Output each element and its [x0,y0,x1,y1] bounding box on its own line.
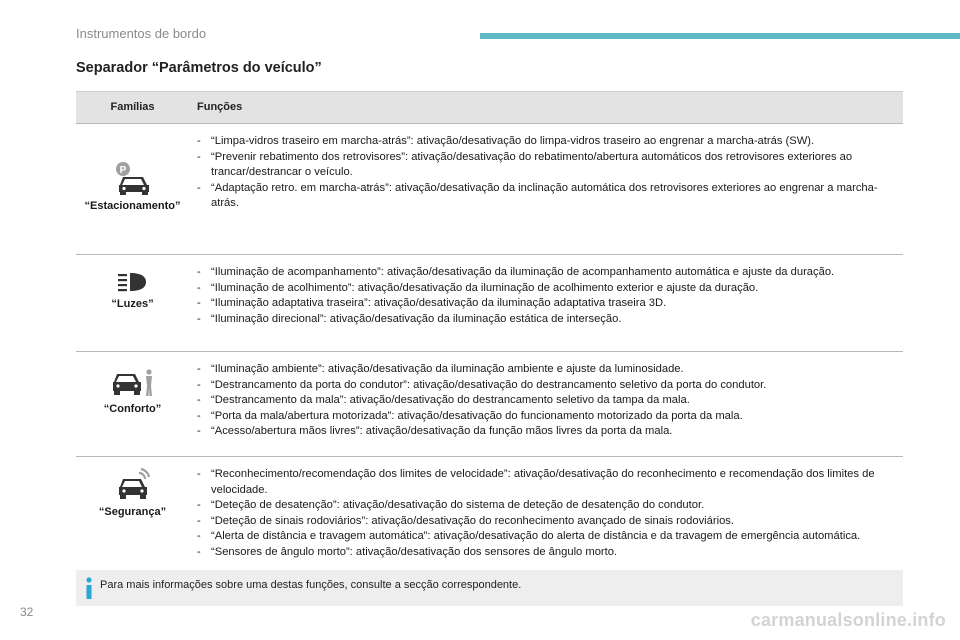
functions-cell [189,124,903,255]
function-text: “Prevenir rebatimento dos retrovisores”: ativação/desativação do rebatimento/abertura automáticos dos retrovisores exteriores ao trancar/destrancar o veículo. [211,150,853,178]
info-text: Para mais informações sobre uma destas funções, consulte a secção correspondente. [100,579,522,591]
function-text: “Limpa-vidros traseiro em marcha-atrás”: ativação/desativação do limpa-vidros traseiro ao engrenar a marcha-atrás (SW). [211,135,815,147]
function-text: “Acesso/abertura mãos livres”: ativação/desativação da função mãos livres da porta da mala. [211,425,673,437]
family-label: “Estacionamento” [84,200,181,212]
family-cell [76,352,189,457]
function-text: “Deteção de desatenção”: ativação/desativação do sistema de deteção de desatenção do condutor. [211,499,705,511]
functions-cell [189,255,903,352]
list-dash: - [197,378,201,391]
function-text: “Iluminação adaptativa traseira”: ativação/desativação da iluminação adaptativa traseira 3D. [211,297,667,309]
family-label: “Conforto” [103,403,162,415]
list-item [197,545,895,561]
list-item [197,312,895,328]
table-header-row [76,92,903,124]
list-dash: - [197,312,201,325]
list-dash: - [197,181,201,194]
column-header-families: Famílias [76,92,189,124]
function-text: “Iluminação ambiente”: ativação/desativação da iluminação ambiente e ajuste da luminosidade. [211,363,684,375]
header-accent-bar [480,33,960,39]
function-text: “Adaptação retro. em marcha-atrás”: ativação/desativação da inclinação automática dos retrovisores exteriores ao engrenar a marcha-atrás. [211,181,878,209]
family-cell [76,124,189,255]
functions-cell [189,352,903,457]
functions-table [76,91,903,599]
list-item [197,393,895,409]
car-person-icon [111,368,155,398]
function-text: “Iluminação de acolhimento”: ativação/desativação da iluminação de acolhimento exterior e ajuste da duração. [211,281,759,294]
list-dash: - [197,363,201,375]
section-title: Separador “Parâmetros do veículo” [76,60,322,76]
family-cell [76,255,189,352]
list-dash: - [197,297,201,309]
list-item [197,409,895,425]
list-item [197,181,895,212]
table-row [76,352,903,457]
function-text: “Deteção de sinais rodoviários”: ativação/desativação do reconhecimento avançado de sinais rodoviários. [211,514,734,527]
list-item [197,134,895,150]
table-row [76,255,903,352]
info-icon [84,577,94,599]
list-item [197,424,895,440]
function-text: “Porta da mala/abertura motorizada”: ativação/desativação do funcionamento motorizado da porta da mala. [211,409,743,422]
list-dash: - [197,394,201,406]
family-label: “Segurança” [98,506,167,518]
list-item [197,529,895,545]
family-label: “Luzes” [111,298,154,310]
list-dash: - [197,425,201,437]
list-item [197,498,895,514]
car-waves-icon [111,467,155,501]
column-header-functions: Funções [189,92,903,124]
page-header-title: Instrumentos de bordo [76,26,207,41]
function-text: “Sensores de ângulo morto”: ativação/desativação dos sensores de ângulo morto. [211,545,618,558]
parking-car-icon [111,161,155,195]
headlight-icon [116,271,150,293]
svg-text:P: P [119,165,126,176]
list-item [197,362,895,378]
function-text: “Iluminação direcional”: ativação/desativação da iluminação estática de interseção. [211,312,622,325]
list-dash: - [197,266,201,278]
function-text: “Alerta de distância e travagem automática”: ativação/desativação do alerta de distância e da travagem de emergência automática. [211,530,861,542]
list-item [197,378,895,394]
list-dash: - [197,499,201,511]
list-item [197,296,895,312]
list-dash: - [197,135,201,147]
info-note [76,570,903,606]
table-row [76,124,903,255]
watermark: carmanualsonline.info [750,610,946,630]
list-item [197,150,895,181]
list-item [197,265,895,281]
list-item [197,281,895,297]
page-number: 32 [20,605,34,619]
list-item [197,514,895,530]
list-dash: - [197,530,201,542]
list-dash: - [197,468,201,480]
list-dash: - [197,281,201,294]
list-dash: - [197,409,201,422]
function-text: “Destrancamento da porta do condutor”: ativação/desativação do destrancamento seletivo da porta do condutor. [211,378,767,391]
list-item [197,467,895,498]
function-text: “Iluminação de acompanhamento”: ativação/desativação da iluminação de acompanhamento automática e ajuste da duração. [211,266,835,278]
list-dash: - [197,514,201,527]
list-dash: - [197,150,201,163]
list-dash: - [197,545,201,558]
function-text: “Destrancamento da mala”: ativação/desativação do destrancamento seletivo da tampa da mala. [211,394,690,406]
function-text: “Reconhecimento/recomendação dos limites de velocidade”: ativação/desativação do reconhecimento e recomendação dos limites de velocidade. [211,468,875,496]
